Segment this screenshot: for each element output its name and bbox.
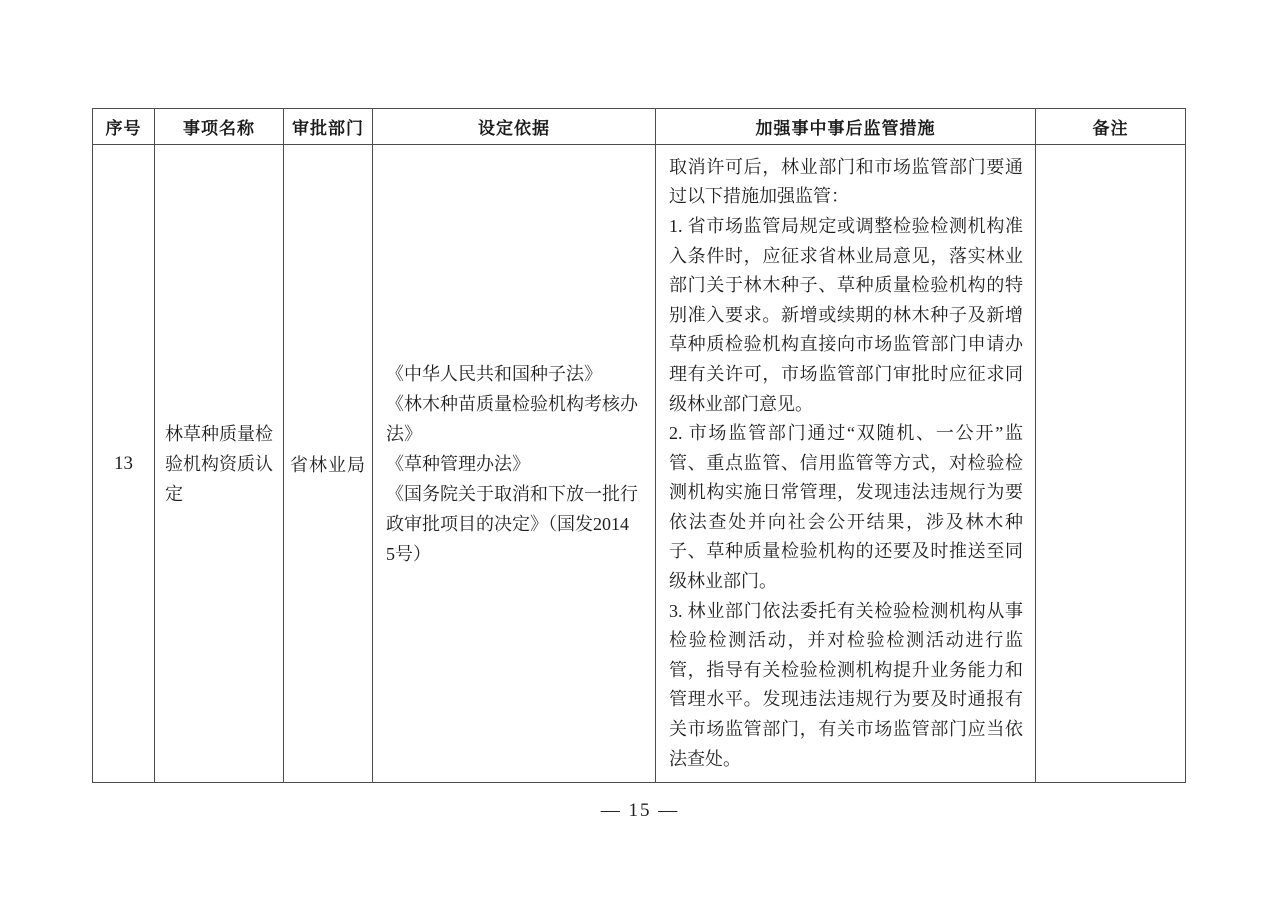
cell-approval-dept: 省林业局 — [284, 145, 373, 783]
legal-basis-item: 《国务院关于取消和下放一批行政审批项目的决定》（国发2014 5号） — [386, 483, 638, 564]
header-supervision-measures: 加强事中事后监管措施 — [656, 109, 1036, 145]
header-seq: 序号 — [93, 109, 155, 145]
measures-item-3: 3. 林业部门依法委托有关检验检测机构从事检验检测活动，并对检验检测活动进行监管，指导有关检验检测机构提升业务能力和管理水平。发现违法违规行为要及时通报有关市场监管部门，有关市场监管部门应当依法查处。 — [669, 600, 1023, 769]
cell-legal-basis — [373, 145, 656, 783]
cell-seq-number: 13 — [93, 145, 155, 783]
header-approval-dept: 审批部门 — [284, 109, 373, 145]
table-header-row — [93, 109, 1186, 145]
measures-item-2: 2. 市场监管部门通过“双随机、一公开”监管、重点监管、信用监管等方式，对检验检测机构实施日常管理，发现违法违规行为要依法查处并向社会公开结果，涉及林木种子、草种质量检验机构的还要及时推送至同级林业部门。 — [669, 423, 1023, 592]
legal-basis-item: 《林木种苗质量检验机构考核办法》 — [386, 393, 638, 444]
legal-basis-item: 《中华人民共和国种子法》 — [386, 363, 602, 384]
measures-intro: 取消许可后，林业部门和市场监管部门要通过以下措施加强监管： — [669, 156, 1023, 207]
header-item-name: 事项名称 — [155, 109, 284, 145]
header-legal-basis: 设定依据 — [373, 109, 656, 145]
legal-basis-item: 《草种管理办法》 — [386, 453, 530, 474]
header-remarks: 备注 — [1036, 109, 1186, 145]
cell-item-name: 林草种质量检验机构资质认定 — [155, 145, 284, 783]
measures-item-1: 1. 省市场监管局规定或调整检验检测机构准入条件时，应征求省林业局意见，落实林业部门关于林木种子、草种质量检验机构的特别准入要求。新增或续期的林木种子及新增草种质检验机构直接向市场监管部门申请办理有关许可，市场监管部门审批时应征求同级林业部门意见。 — [669, 215, 1023, 414]
table-row — [93, 145, 1186, 783]
supervision-measures-table — [92, 108, 1186, 783]
cell-supervision-measures — [656, 145, 1036, 783]
cell-remarks — [1036, 145, 1186, 783]
page-number: — 15 — — [600, 800, 680, 821]
